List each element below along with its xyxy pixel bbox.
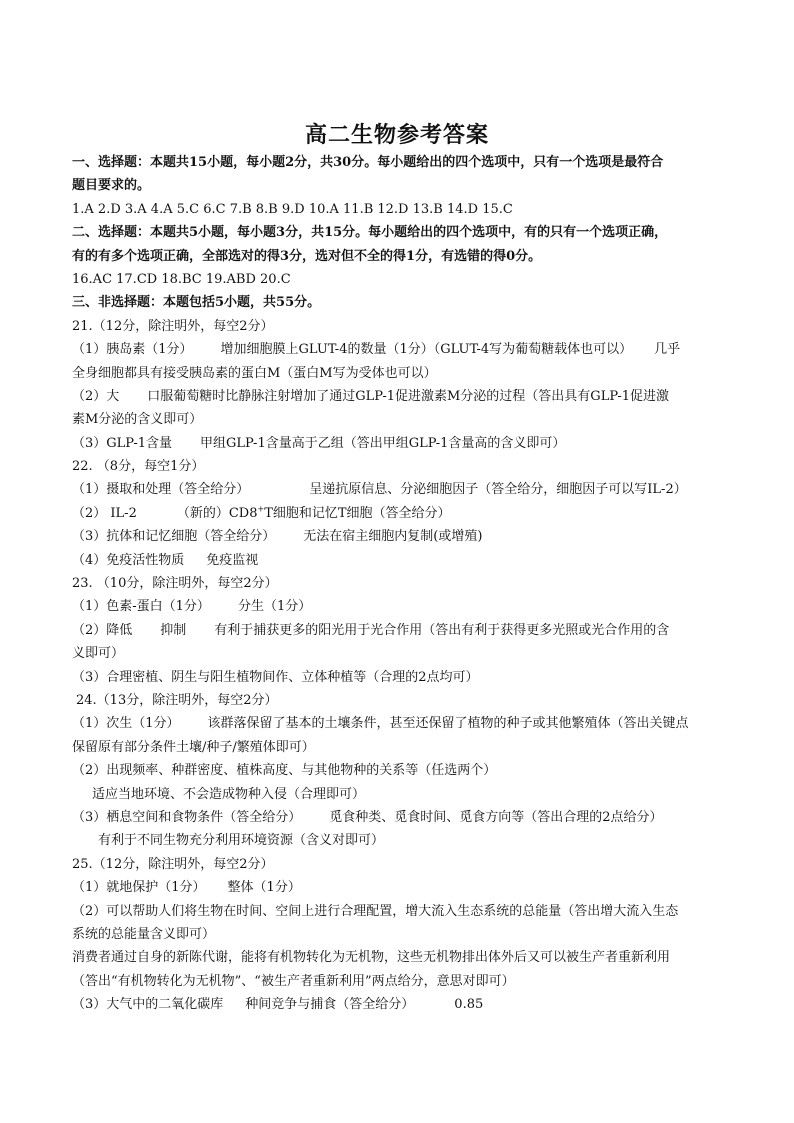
q23-a2-part2: 抑制 [160, 622, 187, 638]
q22-a2-part2b: T细胞和记忆T细胞（答全给分） [264, 505, 451, 521]
q24-a1-part2: 该群落保留了基本的土壤条件，甚至还保留了植物的种子或其他繁殖体（答出关键点 [207, 716, 689, 732]
q25-a3-part2: 种间竞争与捕食（答全给分） [245, 997, 415, 1013]
q24-a3-part1: （3）栖息空间和食物条件（答全给分） [72, 809, 302, 825]
q25-answer-2: （2）可以帮助人们将生物在时间、空间上进行合理配置，增大流入生态系统的总能量（答出增大流入生态 [72, 903, 679, 919]
q23-a2-part3: 有利于捕获更多的阳光用于光合作用（答出有利于获得更多光照或光合作用的含 [214, 622, 670, 638]
q25-answer-2-line4: （答出“有机物转化为无机物”、“被生产者重新利用”两点给分，意思对即可） [72, 973, 515, 989]
q24-answer-3-line2: 有利于不同生物充分利用环境资源（含义对即可） [98, 833, 385, 849]
q25-a1-part2: 整体（1分） [227, 880, 301, 896]
q24-a3-part2: 觅食种类、觅食时间、觅食方向等（答出合理的2点给分） [329, 809, 663, 825]
q21-a2-part2: 口服葡萄糖时比静脉注射增加了通过GLP-1促进激素M分泌的过程（答出具有GLP-1促进激 [147, 388, 670, 404]
q25-answer-2-cont: 系统的总能量含义即可） [72, 926, 216, 942]
q21-answer-2 [72, 385, 724, 408]
answer-content [72, 151, 724, 1016]
q24-answer-3 [72, 806, 724, 829]
q21-answer-1-cont: 全身细胞都具有接受胰岛素的蛋白M（蛋白M写为受体也可以） [72, 365, 437, 381]
section2-header-line2: 有的有多个选项正确，全部选对的得3分，选对但不全的得1分，有选错的得0分。 [72, 248, 542, 264]
q21-a2-part1: （2）大 [72, 388, 120, 404]
section3-header: 三、非选择题：本题包括5小题，共55分。 [72, 295, 321, 311]
q22-a2-superscript: + [257, 504, 265, 514]
q22-a3-part1: （3）抗体和记忆细胞（答全给分） [72, 529, 276, 545]
q23-answer-3: （3）合理密植、阴生与阳生植物间作、立体种植等（合理的2点均可） [72, 669, 479, 685]
q22-a2-part1: （2） IL-2 [72, 505, 137, 521]
q22-a3-part2: 无法在宿主细胞内复制(或增殖) [303, 529, 483, 545]
section2-answers: 16.AC 17.CD 18.BC 19.ABD 20.C [72, 271, 291, 287]
q24-answer-2-line2: 适应当地环境、不会造成物种入侵（合理即可） [92, 786, 366, 802]
q21-a1-part3: 几乎 [654, 342, 681, 358]
q21-a3-part2: 甲组GLP-1含量高于乙组（答出甲组GLP-1含量高的含义即可） [200, 435, 566, 451]
q25-a1-part1: （1）就地保护（1分） [72, 880, 206, 896]
q23-answer-2 [72, 619, 724, 642]
q23-a1-part2: 分生（1分） [237, 599, 312, 615]
q25-answer-1 [72, 876, 724, 899]
q23-answer-2-cont: 义即可） [72, 646, 125, 662]
q23-answer-1 [72, 595, 724, 618]
q21-heading: 21.（12分，除注明外，每空2分） [72, 318, 274, 334]
q22-a4-part2: 免疫监视 [206, 552, 259, 568]
q22-answer-3 [72, 525, 724, 548]
q25-answer-2-line3: 消费者通过自身的新陈代谢，能将有机物转化为无机物，这些无机物排出体外后又可以被生产者重新利用 [72, 950, 671, 966]
q24-a1-part1: （1）次生（1分） [72, 716, 180, 732]
section1-header-line2: 题目要求的。 [72, 178, 151, 194]
q24-answer-1 [72, 712, 724, 735]
q25-a3-part1: （3）大气中的二氧化碳库 [72, 997, 224, 1013]
q23-a2-part1: （2）降低 [72, 622, 133, 638]
q24-answer-1-cont: 保留原有部分条件土壤/种子/繁殖体即可） [72, 739, 315, 755]
section2-header-line1: 二、选择题：本题共5小题，每小题3分，共15分。每小题给出的四个选项中，有的只有一个选项正确， [72, 225, 668, 241]
q21-a3-part1: （3）GLP-1含量 [72, 435, 172, 451]
section1-header-line1: 一、选择题：本题共15小题，每小题2分，共30分。每小题给出的四个选项中，只有一个选项是最符合 [72, 155, 664, 170]
q21-answer-3 [72, 432, 724, 455]
q25-heading: 25.（12分，除注明外，每空2分） [72, 856, 274, 872]
q24-answer-2: （2）出现频率、种群密度、植株高度、与其他物种的关系等（任选两个） [72, 763, 497, 779]
page-title: 高二生物参考答案 [304, 122, 489, 148]
q25-answer-3 [72, 993, 724, 1016]
q21-answer-2-cont: 素M分泌的含义即可） [72, 412, 203, 428]
q22-answer-2 [72, 502, 724, 525]
q22-a2-part2a: （新的）CD8 [176, 505, 258, 521]
q22-a1-part2: 呈递抗原信息、分泌细胞因子（答全给分，细胞因子可以写IL-2） [309, 482, 687, 498]
q22-answer-1 [72, 478, 724, 501]
q24-heading: 24.（13分，除注明外，每空2分） [76, 692, 278, 708]
q23-heading: 23. （10分，除注明外，每空2分） [72, 576, 278, 592]
q22-a4-part1: （4）免疫活性物质 [72, 552, 185, 568]
q22-a1-part1: （1）摄取和处理（答全给分） [72, 482, 250, 498]
q23-a1-part1: （1）色素-蛋白（1分） [72, 599, 210, 615]
q22-heading: 22. （8分，每空1分） [72, 459, 205, 475]
q21-a1-part1: （1）胰岛素（1分） [72, 342, 193, 358]
q21-answer-1 [72, 338, 724, 361]
section1-answers: 1.A 2.D 3.A 4.A 5.C 6.C 7.B 8.B 9.D 10.A 11.B 12.D 13.B 14.D 15.C [72, 201, 513, 217]
q25-a3-part3: 0.85 [454, 997, 484, 1013]
q21-a1-part2: 增加细胞膜上GLUT-4的数量（1分）（GLUT-4写为葡萄糖载体也可以） [220, 342, 633, 358]
q22-answer-4 [72, 549, 724, 572]
